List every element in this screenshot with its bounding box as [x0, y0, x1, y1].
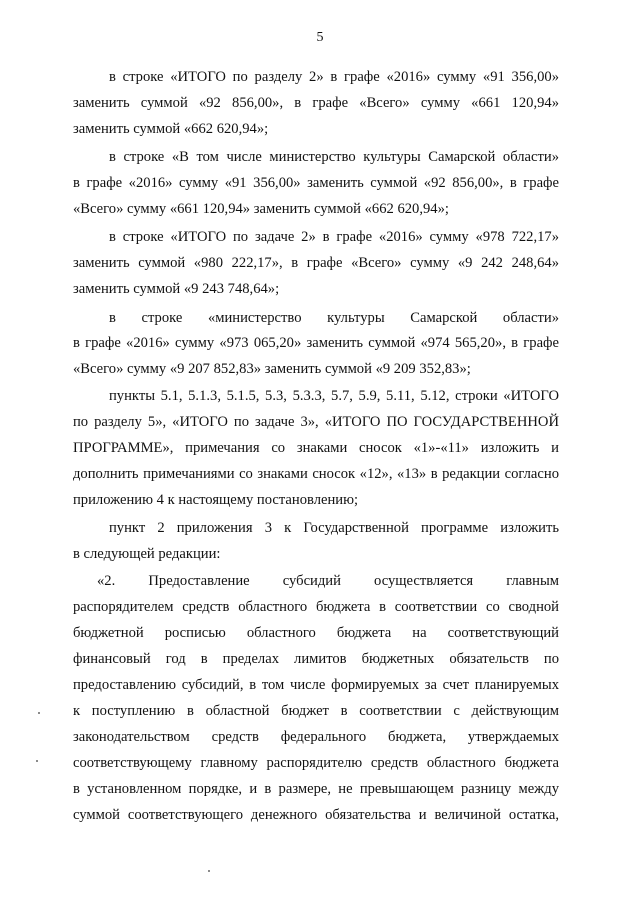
text-line: заменить суммой «662 620,94»;	[73, 121, 269, 137]
text-line: в графе «2016» сумму «973 065,20» заменить суммой «974 565,20», в графе	[73, 335, 559, 351]
scan-speck	[36, 760, 38, 762]
text-line: в графе «2016» сумму «91 356,00» заменить суммой «92 856,00», в графе	[73, 175, 559, 191]
text-line: финансовый год в пределах лимитов бюджетных обязательств по	[73, 651, 559, 667]
text-line: ПРОГРАММЕ», примечания со знаками сносок «1»-«11» изложить и	[73, 440, 559, 456]
text-line: заменить суммой «9 243 748,64»;	[73, 281, 280, 297]
text-line: в следующей редакции:	[73, 546, 221, 562]
text-line: приложению 4 к настоящему постановлению;	[73, 492, 359, 508]
text-line: в установленном порядке, и в размере, не превышающем разницу между	[73, 781, 559, 797]
text-line: в строке «министерство культуры Самарской области»	[109, 310, 559, 326]
text-line: предоставлению субсидий, в том числе формируемых за счет планируемых	[73, 677, 559, 693]
text-line: бюджетной росписью областного бюджета на соответствующий	[73, 625, 559, 641]
text-line: к поступлению в областной бюджет в соответствии с действующим	[73, 703, 559, 719]
text-line: «Всего» сумму «9 207 852,83» заменить суммой «9 209 352,83»;	[73, 361, 471, 377]
text-line: заменить суммой «980 222,17», в графе «Всего» сумму «9 242 248,64»	[73, 255, 559, 271]
text-line: «Всего» сумму «661 120,94» заменить суммой «662 620,94»;	[73, 201, 449, 217]
text-line: по разделу 5», «ИТОГО по задаче 3», «ИТОГО ПО ГОСУДАРСТВЕННОЙ	[73, 414, 559, 430]
text-line: суммой соответствующего денежного обязательства и величиной остатка,	[73, 807, 559, 823]
text-line: «2. Предоставление субсидий осуществляется главным	[97, 573, 559, 589]
text-line: пункты 5.1, 5.1.3, 5.1.5, 5.3, 5.3.3, 5.7, 5.9, 5.11, 5.12, строки «ИТОГО	[109, 388, 559, 404]
scan-speck	[38, 712, 40, 714]
page-number: 5	[316, 30, 324, 45]
text-line: распорядителем средств областного бюджета в соответствии со сводной	[73, 599, 559, 615]
text-line: законодательством средств федерального бюджета, утверждаемых	[73, 729, 559, 745]
text-line: заменить суммой «92 856,00», в графе «Всего» сумму «661 120,94»	[73, 95, 559, 111]
scan-speck	[208, 870, 210, 872]
text-line: в строке «В том числе министерство культуры Самарской области»	[109, 149, 559, 165]
text-line: в строке «ИТОГО по разделу 2» в графе «2016» сумму «91 356,00»	[109, 69, 559, 85]
text-line: пункт 2 приложения 3 к Государственной программе изложить	[109, 520, 559, 536]
text-line: дополнить примечаниями со знаками сносок «12», «13» в редакции согласно	[73, 466, 559, 482]
text-line: в строке «ИТОГО по задаче 2» в графе «2016» сумму «978 722,17»	[109, 229, 559, 245]
text-line: соответствующему главному распорядителю средств областного бюджета	[73, 755, 559, 771]
